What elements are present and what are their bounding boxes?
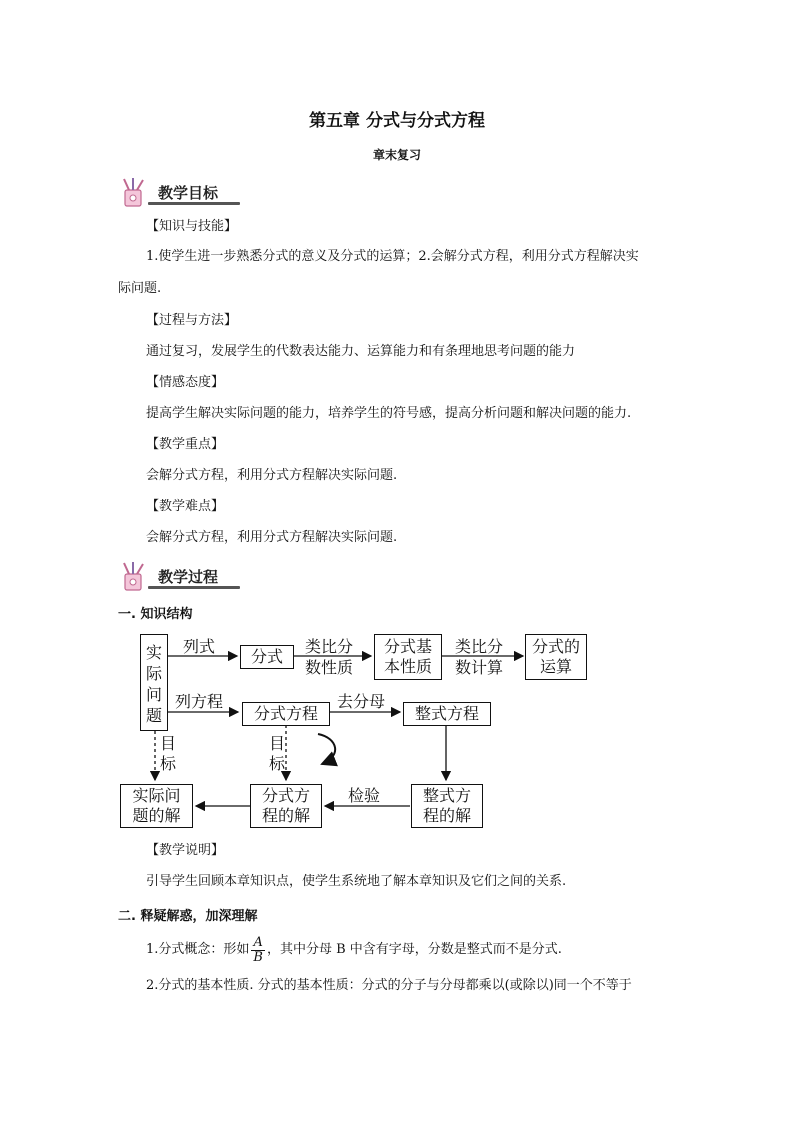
section-banner-goals (118, 180, 243, 206)
box-basic-property: 分式基 本性质 (374, 634, 442, 680)
teaching-note-text: 引导学生回顾本章知识点，使学生系统地了解本章知识及它们之间的关系. (146, 874, 567, 889)
fraction-a-over-b: $\frac{A}{B}$ (253, 934, 263, 965)
keypoint-text: 会解分式方程，利用分式方程解决实际问题. (146, 468, 398, 483)
pencil-cup-icon (118, 560, 152, 594)
box-fraction: 分式 (240, 645, 294, 669)
box-real-problem: 实际问题 (140, 634, 168, 731)
banner-text: 教学目标 (158, 184, 219, 202)
part2-item2: 2.分式的基本性质. 分式的基本性质：分式的分子与分母都乘以(或除以)同一个不等于 (146, 978, 632, 993)
part2-item1: 1.分式概念：形如 $\frac{A}{B}$ ，其中分母 B 中含有字母，分数是整式而不是分式. (146, 934, 562, 965)
box-real-solution: 实际问 题的解 (120, 784, 193, 828)
box-fraction-equation: 分式方程 (242, 702, 330, 726)
knowledge-line2: 际问题. (118, 281, 162, 296)
box-fraction-solution: 分式方 程的解 (250, 784, 322, 828)
label-remove-denominator: 去分母 (337, 692, 386, 711)
part2-heading: 二. 释疑解惑，加深理解 (118, 909, 258, 924)
label-list-expr: 列式 (183, 637, 216, 656)
process-text: 通过复习，发展学生的代数表达能力、运算能力和有条理地思考问题的能力 (146, 344, 576, 359)
teaching-note-heading: 【教学说明】 (146, 843, 225, 858)
keypoint-heading: 【教学重点】 (146, 437, 225, 452)
curved-arrow (318, 734, 335, 764)
pencil-cup-icon (118, 176, 152, 210)
label-analogy-property-2: 数性质 (305, 658, 354, 677)
box-integral-equation: 整式方程 (403, 702, 491, 726)
label-analogy-calc-1: 类比分 (455, 637, 504, 656)
section-banner-process (118, 564, 243, 590)
difficulty-heading: 【教学难点】 (146, 499, 225, 514)
process-heading: 【过程与方法】 (146, 313, 238, 328)
label-list-equation: 列方程 (175, 692, 224, 711)
banner-underline (148, 202, 240, 205)
label-target-mid: 目标 (268, 734, 285, 773)
label-analogy-property-1: 类比分 (305, 637, 354, 656)
emotion-heading: 【情感态度】 (146, 375, 225, 390)
knowledge-line1: 1.使学生进一步熟悉分式的意义及分式的运算；2.会解分式方程，利用分式方程解决实 (146, 249, 639, 264)
page-title: 第五章 分式与分式方程 (309, 111, 485, 131)
knowledge-heading: 【知识与技能】 (146, 219, 238, 234)
page-subtitle: 章末复习 (372, 148, 421, 162)
label-target-left: 目标 (159, 734, 176, 773)
label-analogy-calc-2: 数计算 (455, 658, 504, 677)
banner-text: 教学过程 (158, 568, 219, 586)
box-operation: 分式的 运算 (525, 634, 587, 680)
difficulty-text: 会解分式方程，利用分式方程解决实际问题. (146, 530, 398, 545)
box-integral-solution: 整式方 程的解 (411, 784, 483, 828)
banner-underline (148, 586, 240, 589)
label-check: 检验 (348, 786, 381, 805)
part1-heading: 一. 知识结构 (118, 607, 193, 622)
emotion-text: 提高学生解决实际问题的能力，培养学生的符号感，提高分析问题和解决问题的能力. (146, 406, 632, 421)
